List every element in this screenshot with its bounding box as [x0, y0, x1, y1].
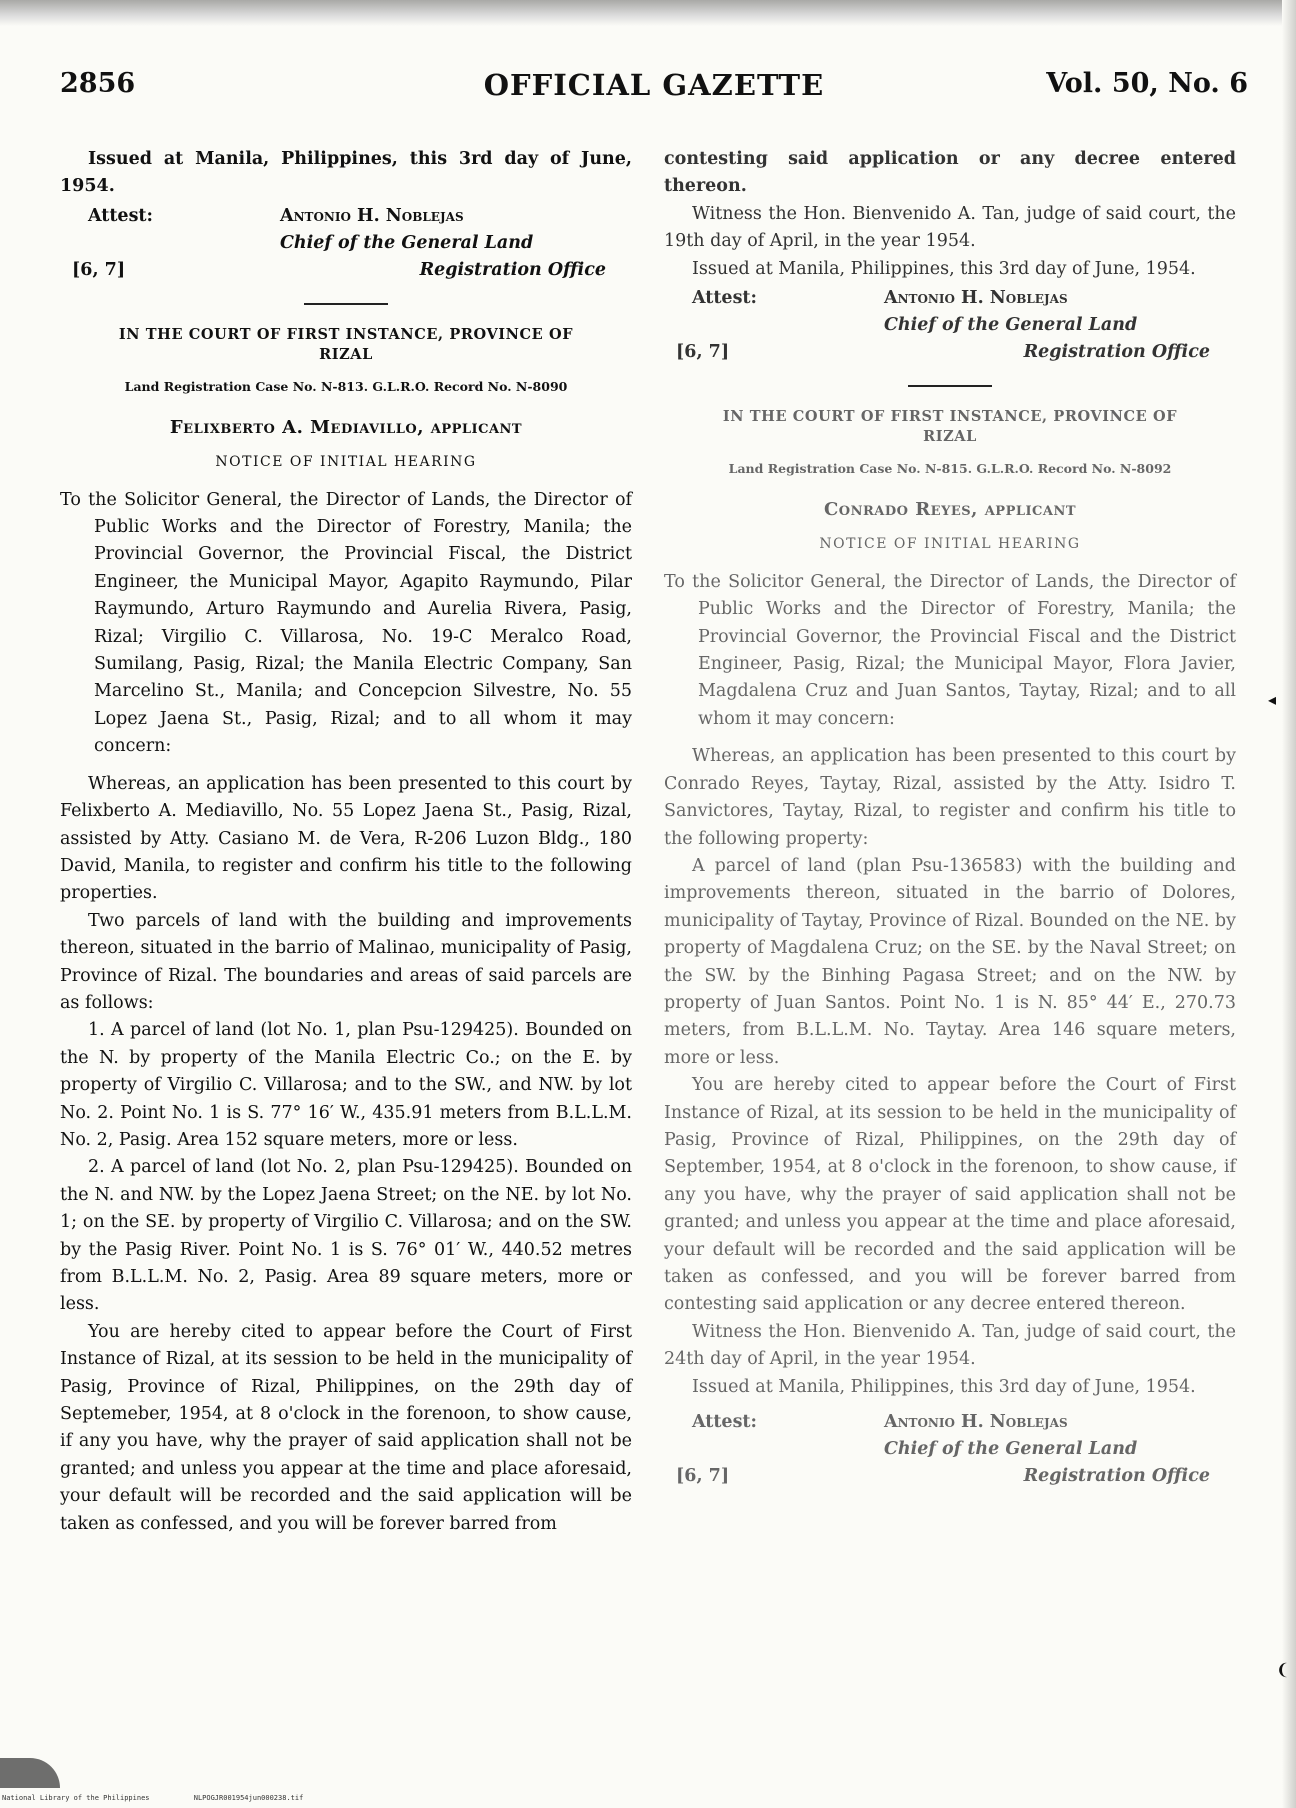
- issued-statement: Issued at Manila, Philippines, this 3rd day of June, 1954.: [692, 258, 1196, 279]
- case-number: Land Registration Case No. N-815. G.L.R.O. Record No. N-8092: [728, 461, 1172, 477]
- court-heading: IN THE COURT OF FIRST INSTANCE, PROVINCE OF RIZAL: [118, 325, 574, 363]
- margin-mark-icon: ◂: [1268, 690, 1277, 709]
- attest-reference: [6, 7]: [676, 1466, 730, 1487]
- notice-heading: NOTICE OF INITIAL HEARING: [215, 454, 477, 471]
- parcel-1: 1. A parcel of land (lot No. 1, plan Psu-129425). Bounded on the N. by property of the Manila Electric Co.; on the E. by property of Virgilio C. Villarosa; and to the SW., and NW. by lot No. 2. Point No. 1 is S. 77° 16′ W., 435.91 meters from B.L.L.M. No. 2, Pasig. Area 152 square meters, more or less.: [60, 1020, 632, 1150]
- attest-block: [664, 1409, 1236, 1491]
- addressees: To the Solicitor General, the Director of Lands, the Director of Public Works and the Director of Forestry, Manila; the Provincial Governor, the Provincial Fiscal, the District Engineer, the Municipal Mayor, Agapito Raymundo, Pilar Raymundo, Arturo Raymundo and Aurelia Rivera, Pasig, Rizal; Virgilio C. Villarosa, No. 19-C Meralco Road, Sumilang, Pasig, Rizal; the Manila Electric Company, San Marcelino St., Manila; and Concepcion Silvestre, No. 55 Lopez Jaena St., Pasig, Rizal; and to all whom it may concern:: [60, 489, 632, 757]
- file-name: NLPOGJR001954jun000238.tif: [193, 1794, 304, 1802]
- witness-statement: Witness the Hon. Bienvenido A. Tan, judge of said court, the 19th day of April, in the year 1954.: [664, 203, 1236, 252]
- left-column: [60, 146, 632, 1706]
- attest-block: [664, 285, 1236, 367]
- attest-office: Registration Office: [1023, 1466, 1210, 1487]
- attest-name: Antonio H. Noblejas: [884, 1412, 1068, 1433]
- attest-label: Attest:: [692, 1412, 757, 1433]
- attest-title: Chief of the General Land: [884, 315, 1138, 336]
- library-credit: National Library of the Philippines: [2, 1794, 150, 1802]
- page-number: 2856: [60, 68, 136, 99]
- scan-footer: [2, 1794, 343, 1803]
- scan-edge-top: [0, 0, 1296, 26]
- section-divider: [908, 385, 992, 387]
- attest-reference: [6, 7]: [72, 259, 126, 280]
- right-column: [664, 146, 1236, 1706]
- whereas-paragraph: Whereas, an application has been presented to this court by Conrado Reyes, Taytay, Rizal, assisted by the Atty. Isidro T. Sanvictores, Taytay, Rizal, to register and confirm his title to the following property:: [664, 746, 1236, 849]
- attest-name: Antonio H. Noblejas: [280, 205, 464, 226]
- gazette-title: OFFICIAL GAZETTE: [483, 68, 825, 102]
- continued-text: contesting said application or any decree entered thereon.: [664, 149, 1236, 197]
- volume-number: Vol. 50, No. 6: [1046, 68, 1248, 99]
- whereas-paragraph: Whereas, an application has been presented to this court by Felixberto A. Mediavillo, No. 55 Lopez Jaena St., Pasig, Rizal, assisted by Atty. Casiano M. de Vera, R-206 Luzon Bldg., 180 David, Manila, to register and confirm his title to the following properties.: [60, 773, 632, 904]
- citation-paragraph: You are hereby cited to appear before the Court of First Instance of Rizal, at its session to be held in the municipality of Pasig, Province of Rizal, Philippines, on the 29th day of September, 1954, at 8 o'clock in the forenoon, to show cause, if any you have, why the prayer of said application shall not be granted; and unless you appear at the time and place aforesaid, your default will be recorded and the said application will be taken as confessed, and you will be forever barred from contesting said application or any decree entered thereon.: [664, 1075, 1236, 1315]
- scan-smudge: [0, 1758, 60, 1788]
- addressees: To the Solicitor General, the Director of Lands, the Director of Public Works and the Director of Forestry, Manila; the Provincial Governor, the Provincial Fiscal and the District Engineer, Pasig, Rizal; the Municipal Mayor, Flora Javier, Magdalena Cruz and Juan Santos, Taytay, Rizal; and to all whom it may concern:: [664, 571, 1236, 729]
- section-divider: [304, 303, 388, 305]
- issued-statement: Issued at Manila, Philippines, this 3rd day of June, 1954.: [60, 149, 632, 197]
- attest-block: [60, 203, 632, 285]
- attest-office: Registration Office: [1023, 342, 1210, 363]
- notice-heading: NOTICE OF INITIAL HEARING: [819, 536, 1081, 553]
- attest-label: Attest:: [88, 205, 153, 226]
- case-number: Land Registration Case No. N-813. G.L.R.O. Record No. N-8090: [124, 378, 568, 394]
- attest-title: Chief of the General Land: [280, 232, 534, 253]
- citation-paragraph: You are hereby cited to appear before the Court of First Instance of Rizal, at its session to be held in the municipality of Pasig, Province of Rizal, Philippines, on the 29th day of Septemeber, 1954, at 8 o'clock in the forenoon, to show cause, if any you have, why the prayer of said application shall not be granted; and unless you appear at the time and place aforesaid, your default will be recorded and the said application will be taken as confessed, and you will be forever barred from: [60, 1321, 632, 1534]
- faded-notice: [664, 407, 1236, 1491]
- parcel-2: 2. A parcel of land (lot No. 2, plan Psu-129425). Bounded on the N. and NW. by the Lopez Jaena Street; on the NE. by lot No. 1; on the SE. by property of Virgilio C. Villarosa; and on the SW. by the Pasig River. Point No. 1 is S. 76° 01′ W., 440.52 metres from B.L.L.M. No. 2, Pasig. Area 89 square meters, more or less.: [60, 1157, 632, 1315]
- scan-edge-right: [1282, 0, 1296, 1808]
- attest-office: Registration Office: [419, 259, 606, 280]
- applicant-name: Felixberto A. Mediavillo, applicant: [169, 416, 523, 438]
- attest-name: Antonio H. Noblejas: [884, 288, 1068, 309]
- issued-statement: Issued at Manila, Philippines, this 3rd day of June, 1954.: [692, 1376, 1196, 1397]
- court-heading: IN THE COURT OF FIRST INSTANCE, PROVINCE OF RIZAL: [722, 408, 1178, 446]
- witness-statement: Witness the Hon. Bienvenido A. Tan, judge of said court, the 24th day of April, in the year 1954.: [664, 1321, 1236, 1370]
- margin-mark-icon: ❨: [1276, 1660, 1290, 1679]
- attest-label: Attest:: [692, 288, 757, 309]
- page-header: [60, 68, 1248, 118]
- applicant-name: Conrado Reyes, applicant: [823, 499, 1077, 521]
- parcel-description: A parcel of land (plan Psu-136583) with the building and improvements thereon, situated in the barrio of Dolores, municipality of Taytay, Province of Rizal. Bounded on the NE. by property of Magdalena Cruz; on the SE. by the Naval Street; on the SW. by the Binhing Pagasa Street; and on the NW. by property of Juan Santos. Point No. 1 is N. 85° 44′ E., 270.73 meters, from B.L.L.M. No. Taytay. Area 146 square meters, more or less.: [664, 855, 1236, 1068]
- attest-reference: [6, 7]: [676, 342, 730, 363]
- attest-title: Chief of the General Land: [884, 1439, 1138, 1460]
- parcels-intro: Two parcels of land with the building and improvements thereon, situated in the barrio of Malinao, municipality of Pasig, Province of Rizal. The boundaries and areas of said parcels are as follows:: [60, 910, 632, 1013]
